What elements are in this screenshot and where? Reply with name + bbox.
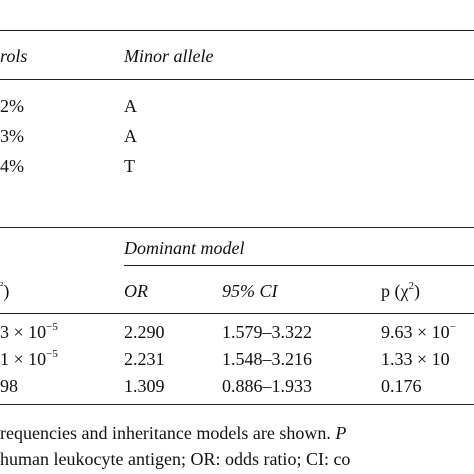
lower-row-2-p <box>0 349 58 369</box>
dominant-model-label: Dominant model <box>124 238 245 258</box>
p-chi-header-sup: 2 <box>408 280 414 292</box>
caption-line-2: human leukocyte antigen; OR: odds ratio; CI: co <box>0 449 351 469</box>
p-header-fragment-sup: ² <box>0 280 4 292</box>
lower-row-1-ci: 1.579–3.322 <box>222 322 312 342</box>
lower-row-3-p <box>0 376 18 396</box>
caption-line-1-p: P <box>335 423 347 443</box>
caption-line-1-text: requencies and inheritance models are shown. <box>0 423 336 443</box>
minor-allele-header: Minor allele <box>124 46 214 66</box>
p-chi-header-suffix: ) <box>413 281 420 301</box>
p-header-fragment-close: ) <box>3 281 10 301</box>
upper-row-1-controls: 2% <box>0 96 24 116</box>
lower-row-2-p-chi-base: 1.33 × 10 <box>381 349 450 369</box>
lower-row-3-p-base: 98 <box>0 376 18 396</box>
lower-row-1-p-base: 3 × 10 <box>0 322 47 342</box>
lower-top-rule <box>0 227 474 228</box>
lower-row-1-p-chi <box>381 322 456 342</box>
p-chi-header-prefix: p (χ <box>381 281 409 301</box>
p-chi-header <box>381 281 420 301</box>
ci-header: 95% CI <box>222 281 278 301</box>
table-bottom-rule <box>0 404 474 405</box>
lower-row-1-p <box>0 322 58 342</box>
lower-row-1-p-chi-base: 9.63 × 10 <box>381 322 450 342</box>
lower-row-3-or: 1.309 <box>124 376 165 396</box>
upper-row-2-allele: A <box>124 126 137 146</box>
lower-row-3-p-chi: 0.176 <box>381 376 422 396</box>
upper-row-3-controls: 4% <box>0 156 24 176</box>
upper-row-2-controls: 3% <box>0 126 24 146</box>
controls-header-fragment: rols <box>0 46 28 66</box>
lower-row-1-p-chi-exp: − <box>449 321 456 333</box>
lower-row-2-p-base: 1 × 10 <box>0 349 47 369</box>
top-rule <box>0 30 474 31</box>
upper-header-rule <box>0 79 474 80</box>
upper-row-1-allele: A <box>124 96 137 116</box>
caption-line-1 <box>0 422 346 444</box>
lower-row-1-or: 2.290 <box>124 322 165 342</box>
lower-row-2-p-exp: −5 <box>46 348 58 360</box>
lower-row-2-ci: 1.548–3.216 <box>222 349 312 369</box>
lower-row-2-p-chi <box>381 349 450 369</box>
lower-row-2-or: 2.231 <box>124 349 165 369</box>
p-header-fragment <box>0 281 9 301</box>
or-header: OR <box>124 281 148 301</box>
lower-header-rule <box>0 313 474 314</box>
dominant-model-rule <box>124 265 474 266</box>
lower-row-3-ci: 0.886–1.933 <box>222 376 312 396</box>
upper-row-3-allele: T <box>124 156 135 176</box>
lower-row-1-p-exp: −5 <box>46 321 58 333</box>
